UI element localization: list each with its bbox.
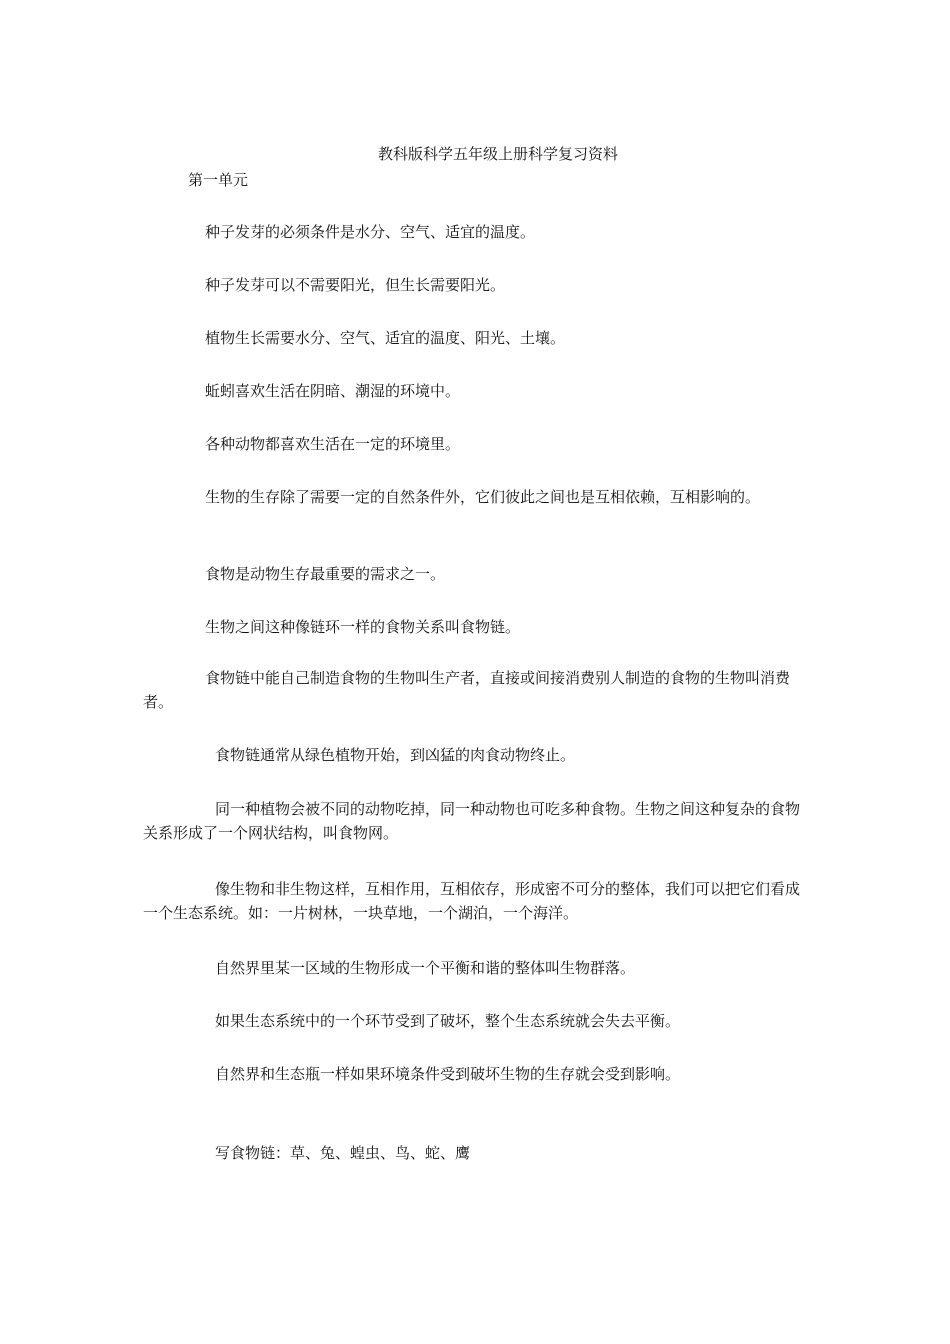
unit-heading: 第一单元 — [188, 171, 249, 189]
paragraph: 自然界里某一区域的生物形成一个平衡和谐的整体叫生物群落。 — [215, 959, 636, 977]
paragraph: 食物链中能自己制造食物的生物叫生产者，直接或间接消费别人制造的食物的生物叫消费者。 — [143, 669, 791, 711]
paragraph: 写食物链：草、兔、蝗虫、鸟、蛇、鹰 — [215, 1144, 471, 1162]
paragraph: 像生物和非生物这样，互相作用，互相依存，形成密不可分的整体，我们可以把它们看成一个生态系统。如：一片树林，一块草地，一个湖泊，一个海洋。 — [143, 880, 801, 922]
paragraph: 生物之间这种像链环一样的食物关系叫食物链。 — [205, 618, 521, 636]
paragraph: 蚯蚓喜欢生活在阴暗、潮湿的环境中。 — [205, 382, 461, 400]
paragraph: 自然界和生态瓶一样如果环境条件受到破坏生物的生存就会受到影响。 — [215, 1065, 681, 1083]
paragraph: 同一种植物会被不同的动物吃掉，同一种动物也可吃多种食物。生物之间这种复杂的食物关系形成了一个网状结构，叫食物网。 — [143, 800, 801, 842]
paragraph: 各种动物都喜欢生活在一定的环境里。 — [205, 435, 461, 453]
paragraph: 种子发芽的必须条件是水分、空气、适宜的温度。 — [205, 223, 536, 241]
paragraph: 食物是动物生存最重要的需求之一。 — [205, 565, 446, 583]
paragraph: 植物生长需要水分、空气、适宜的温度、阳光、土壤。 — [205, 329, 566, 347]
paragraph: 食物链通常从绿色植物开始，到凶猛的肉食动物终止。 — [215, 746, 576, 764]
document-title: 教科版科学五年级上册科学复习资料 — [377, 145, 618, 163]
paragraph: 如果生态系统中的一个环节受到了破坏，整个生态系统就会失去平衡。 — [215, 1012, 681, 1030]
paragraph: 种子发芽可以不需要阳光，但生长需要阳光。 — [205, 276, 506, 294]
paragraph: 生物的生存除了需要一定的自然条件外，它们彼此之间也是互相依赖，互相影响的。 — [205, 488, 761, 506]
